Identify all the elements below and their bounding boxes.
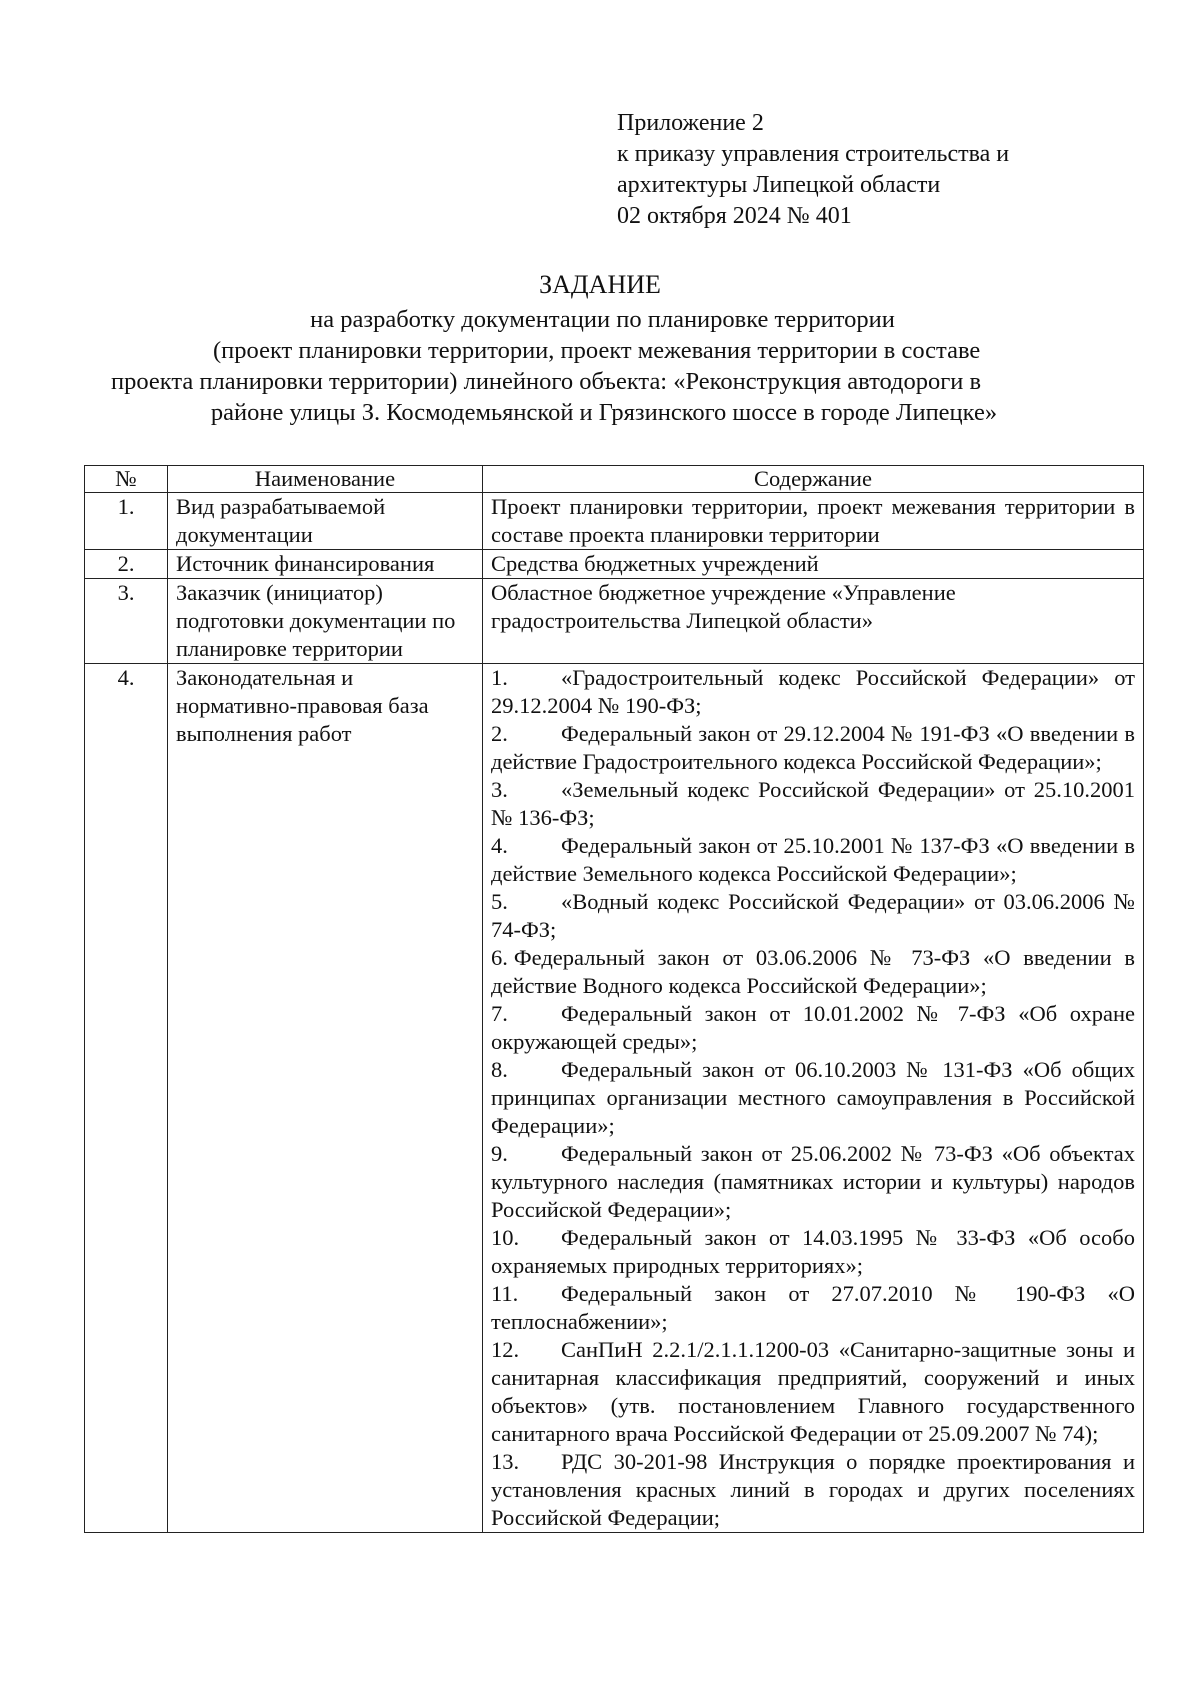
law-item	[491, 832, 1135, 888]
row-name: Вид разрабатываемой документации	[168, 493, 483, 550]
header-content: Содержание	[483, 466, 1144, 493]
row-name: Заказчик (инициатор) подготовки документации по планировке территории	[168, 579, 483, 664]
appendix-line: Приложение 2	[617, 110, 764, 136]
law-text: РДС 30-201-98 Инструкция о порядке проектирования и установления красных линий в городах и других поселениях Российской Федерации;	[491, 1449, 1135, 1530]
law-index: 10.	[491, 1225, 520, 1250]
row-number: 1.	[85, 493, 168, 550]
law-text: «Водный кодекс Российской Федерации» от 03.06.2006 № 74-ФЗ;	[491, 889, 1135, 942]
law-item	[491, 1280, 1135, 1336]
subtitle-line: проекта планировки территории) линейного объекта: «Реконструкция автодороги в	[111, 368, 982, 395]
law-text: Федеральный закон от 10.01.2002 № 7-ФЗ «Об охране окружающей среды»;	[491, 1001, 1135, 1054]
row-name: Законодательная и нормативно-правовая база выполнения работ	[168, 664, 483, 1533]
row-content: Средства бюджетных учреждений	[483, 550, 1144, 579]
row-name: Источник финансирования	[168, 550, 483, 579]
table-row	[85, 579, 1144, 664]
document-subtitle	[0, 304, 1200, 428]
row-number: 2.	[85, 550, 168, 579]
appendix-line: к приказу управления строительства и	[617, 141, 1010, 167]
law-item	[491, 1336, 1135, 1448]
law-index: 12.	[491, 1337, 520, 1362]
law-item	[491, 944, 1135, 1000]
law-item	[491, 1448, 1135, 1532]
law-index: 8.	[491, 1057, 508, 1082]
law-text: Федеральный закон от 03.06.2006 № 73-ФЗ «О введении в действие Водного кодекса Российской Федерации»;	[491, 945, 1135, 998]
law-index: 9.	[491, 1141, 508, 1166]
law-index: 13.	[491, 1449, 520, 1474]
law-index: 7.	[491, 1001, 508, 1026]
table-row	[85, 493, 1144, 550]
appendix-date-number: 02 октября 2024 № 401	[617, 203, 852, 229]
law-index: 11.	[491, 1281, 519, 1306]
row-content: Проект планировки территории, проект межевания территории в составе проекта планировки территории	[483, 493, 1144, 550]
table-row	[85, 664, 1144, 1533]
appendix-header	[617, 108, 1009, 232]
document-title: ЗАДАНИЕ	[539, 270, 661, 299]
law-text: Федеральный закон от 06.10.2003 № 131-ФЗ «Об общих принципах организации местного самоуправления в Российской Федерации»;	[491, 1057, 1135, 1138]
law-item	[491, 1224, 1135, 1280]
law-text: Федеральный закон от 14.03.1995 № 33-ФЗ «Об особо охраняемых природных территориях»;	[491, 1225, 1135, 1278]
law-index: 4.	[491, 833, 508, 858]
law-text: «Земельный кодекс Российской Федерации» от 25.10.2001 № 136-ФЗ;	[491, 777, 1135, 830]
law-item	[491, 776, 1135, 832]
law-text: Федеральный закон от 27.07.2010 № 190-ФЗ «О теплоснабжении»;	[491, 1281, 1135, 1334]
law-item	[491, 888, 1135, 944]
law-index: 1.	[491, 665, 508, 690]
row-number: 3.	[85, 579, 168, 664]
law-text: Федеральный закон от 25.10.2001 № 137-ФЗ «О введении в действие Земельного кодекса Российской Федерации»;	[491, 833, 1135, 886]
table-row	[85, 550, 1144, 579]
subtitle-line: (проект планировки территории, проект межевания территории в составе	[213, 337, 981, 364]
header-number: №	[85, 466, 168, 493]
row-content-laws	[483, 664, 1144, 1533]
task-table	[84, 465, 1144, 1533]
law-index: 6.	[491, 945, 508, 970]
appendix-line: архитектуры Липецкой области	[617, 172, 941, 198]
law-text: СанПиН 2.2.1/2.1.1.1200-03 «Санитарно-защитные зоны и санитарная классификация предприятий, сооружений и иных объектов» (утв. постановлением Главного государственного санитарного врача Российской Федерации от 25.09.2007 № 74);	[491, 1337, 1135, 1446]
law-index: 3.	[491, 777, 508, 802]
law-index: 5.	[491, 889, 508, 914]
law-item	[491, 1056, 1135, 1140]
table-header-row	[85, 466, 1144, 493]
law-index: 2.	[491, 721, 508, 746]
law-item	[491, 1140, 1135, 1224]
row-number: 4.	[85, 664, 168, 1533]
row-content: Областное бюджетное учреждение «Управление градостроительства Липецкой области»	[483, 579, 1144, 664]
law-text: «Градостроительный кодекс Российской Федерации» от 29.12.2004 № 190-ФЗ;	[491, 665, 1135, 718]
law-item	[491, 664, 1135, 720]
subtitle-line: районе улицы З. Космодемьянской и Грязинского шоссе в городе Липецке»	[210, 399, 998, 426]
subtitle-line: на разработку документации по планировке территории	[310, 306, 895, 333]
law-text: Федеральный закон от 25.06.2002 № 73-ФЗ «Об объектах культурного наследия (памятниках истории и культуры) народов Российской Федерации»;	[491, 1141, 1135, 1222]
law-text: Федеральный закон от 29.12.2004 № 191-ФЗ «О введении в действие Градостроительного кодекса Российской Федерации»;	[491, 721, 1135, 774]
law-item	[491, 1000, 1135, 1056]
law-item	[491, 720, 1135, 776]
header-name: Наименование	[168, 466, 483, 493]
